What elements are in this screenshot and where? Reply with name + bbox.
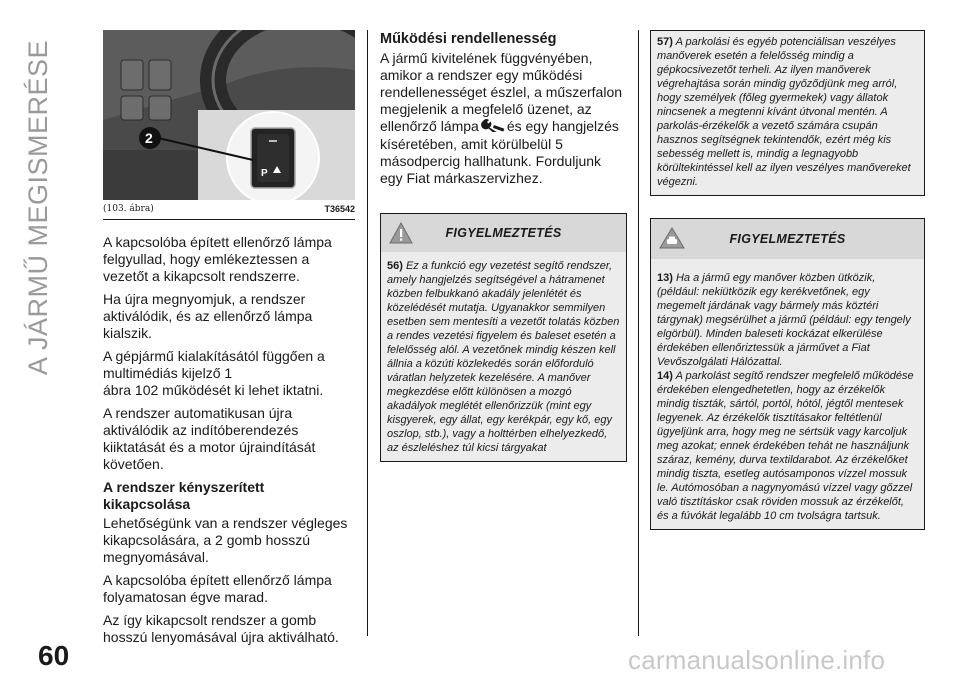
warning-title: FIGYELMEZTETÉS xyxy=(445,226,562,241)
paragraph: Ha újra megnyomjuk, a rendszer aktiválódik, és az ellenőrző lámpa kialszik. xyxy=(103,291,313,341)
paragraph-part: ábra 102 működését ki lehet iktatni. xyxy=(103,382,324,398)
dashboard-switch-illustration xyxy=(103,30,355,200)
wrench-icon xyxy=(481,118,505,136)
column-right xyxy=(650,30,925,530)
paragraph xyxy=(103,348,355,399)
paragraph-part: és egy hangjelzés kíséretében, amit körülbelül 5 másodpercig hallhatunk. Forduljunk egy Fiat márkaszervizhez. xyxy=(380,118,619,187)
section-side-title xyxy=(8,40,68,600)
warning-number: 14) xyxy=(657,370,673,382)
warning-triangle-icon xyxy=(389,222,413,249)
paragraph-part: A gépjármű kialakításától függően a multimédiás kijelző 1 xyxy=(103,348,325,381)
figure-photo xyxy=(103,30,355,200)
warning-box xyxy=(650,218,925,530)
figure-caption xyxy=(103,204,355,214)
park-assist-button-label: P xyxy=(261,168,268,179)
car-warning-icon xyxy=(659,227,685,254)
note-number: 57) xyxy=(657,36,673,48)
warning-number: 56) xyxy=(387,260,403,273)
column-middle xyxy=(380,30,627,462)
warning-text xyxy=(381,252,626,461)
figure-callout-number: 2 xyxy=(145,130,153,146)
warning-header xyxy=(651,219,924,259)
warning-body-text: Ez a funkció egy vezetést segítő rendszer, amely hangjelzés segítségével a hátramenet közben felbukkanó akadály jelenlétét és közelédését mutatja. Ugyanakkor semmilyen esetben sem mentesíti a vezetőt tolatás közben a rendes vezetési figyelem és baleset esetén a felelősség alól. A vezetőnek mindig készen kell állnia a közúti közlekedés során előforduló váratlan helyzetek kezelésére. A manőver megkezdése előtt különösen a mozgó akadályok meglétét ellenőrizzük (mint egy kisgyerek, egy állat, egy kerékpár, egy kő, egy oszlop, stb.), vagy a holttérben elhelyezkedő, az észleléshez túl kicsi tárgyakat xyxy=(387,260,620,455)
paragraph xyxy=(380,50,627,187)
note-box xyxy=(650,30,925,196)
warning-box xyxy=(380,213,627,462)
note-text: A parkolási és egyéb potenciálisan veszélyes manőverek esetén a felelősség mindig a gépkocsivezetőt terheli. Az ilyen manőverek végrehajtása során mindig győződjünk meg arról, hogy személyek (főleg gyermekek) vagy állatok nincsenek a megtenni kívánt útvonal mentén. A parkolás-érzékelők a vezető számára csupán hasznos segítségnek tekintendők, ezért még kis sebesség mellett is, mindig a legnagyobb körültekintéssel kell az ilyen veszélyes manővereket végezni. xyxy=(657,36,911,188)
paragraph: A kapcsolóba épített ellenőrző lámpa folyamatosan égve marad. xyxy=(103,572,332,605)
side-title-text: A JÁRMŰ MEGISMERÉSE xyxy=(22,40,53,376)
warning-body-text: A parkolást segítő rendszer megfelelő működése érdekében elengedhetetlen, hogy az érzékelők mindig tiszták, sártól, portól, hótól, jégtől mentesek legyenek. Az érzékelők tisztításakor feltétlenül ügyeljünk arra, hogy meg ne sértsük vagy karcoljuk meg azokat; ennek érdekében tehát ne használjunk száraz, kemény, durva textildarabot. Az érzékelőket mindig tiszta, esetleg autósamponos vízzel mossuk le. Autómosóban a nagynyomású vízzel vagy gőzzel való tisztításkor csak röviden mossuk az érzékelőt, és a fúvókát legalább 10 cm tvolságra tartsuk. xyxy=(657,370,914,522)
paragraph: Az így kikapcsolt rendszer a gomb hosszú lenyomásával újra aktiválható. xyxy=(103,612,339,645)
column-left xyxy=(103,30,355,652)
watermark: carmanualsonline.info xyxy=(628,645,886,675)
column-divider xyxy=(367,30,368,636)
paragraph: Lehetőségünk van a rendszer végleges kikapcsolására, a 2 gomb hosszú megnyomásával. xyxy=(103,515,348,565)
warning-body-text: Ha a jármű egy manőver közben ütközik, (például: nekiütközik egy kerékvetőnek, egy megemelt járdának vagy bármely más köztéri tárgynak) megsérülhet a jármű (például: egy tengely elgörbül). Minden baleseti kockázat elkerülése érdekében ellenőriztessük a járművet a Fiat Vevőszolgálati Hálózattal. xyxy=(657,272,911,368)
paragraph: A rendszer automatikusan újra aktiválódik az indítóberendezés kiiktatását és a motor újraindítását követően. xyxy=(103,405,316,472)
section-heading: Működési rendellenesség xyxy=(380,31,557,47)
paragraph: A kapcsolóba épített ellenőrző lámpa felgyullad, hogy emlékeztessen a vezetőt a kikapcsolt rendszerre. xyxy=(103,234,332,284)
figure-caption-label: (103. ábra) xyxy=(103,204,154,214)
caption-divider xyxy=(103,219,355,220)
column-divider xyxy=(638,30,639,636)
warning-header xyxy=(381,214,626,252)
paragraph-part: A jármű kivitelének függvényében, amikor a rendszer egy működési rendellenességet észlel, a műszerfalon megjelenik a megfelelő üzenet, az ellenőrző lámpa xyxy=(380,50,623,134)
warning-number: 13) xyxy=(657,272,673,284)
figure-code: T36542 xyxy=(324,204,355,214)
warning-text xyxy=(651,259,924,529)
section-heading: A rendszer kényszerített kikapcsolása xyxy=(103,479,265,512)
page-number: 60 xyxy=(38,640,70,671)
warning-title: FIGYELMEZTETÉS xyxy=(729,232,846,246)
